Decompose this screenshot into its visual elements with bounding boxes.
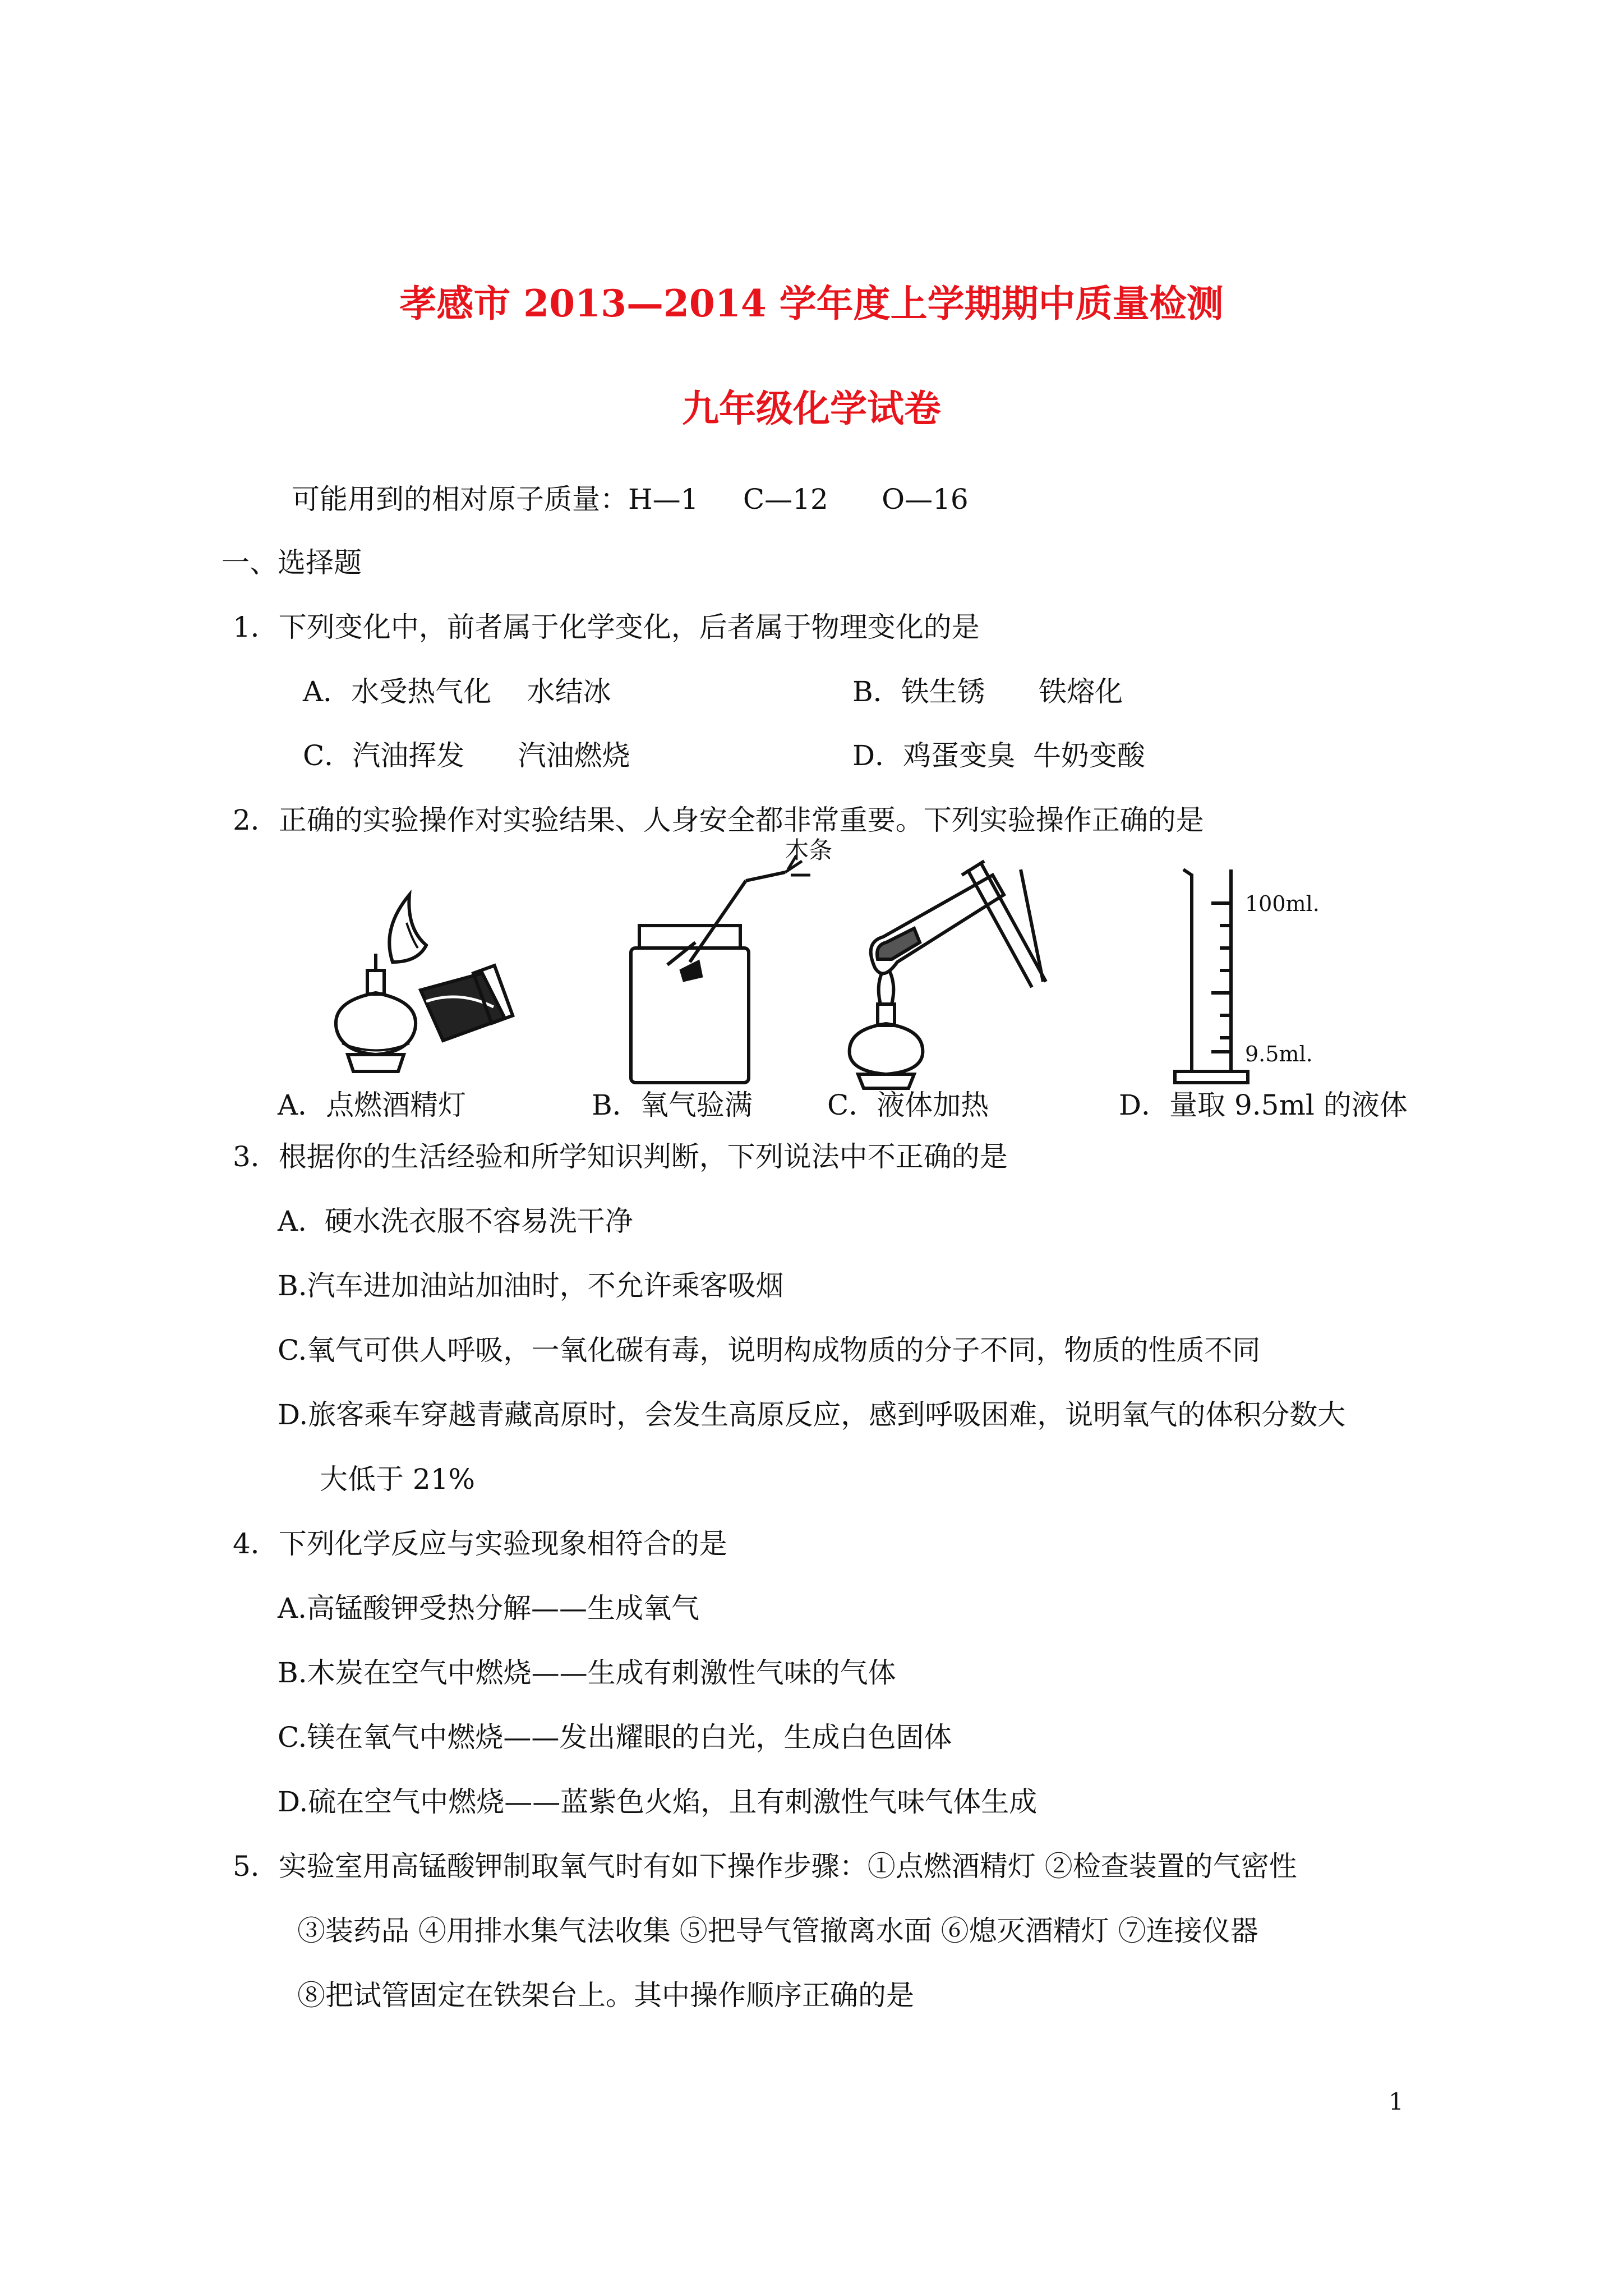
question-5-stem-line-3: ⑧把试管固定在铁架台上。其中操作顺序正确的是 xyxy=(297,1979,914,2012)
question-4-stem: 4．下列化学反应与实验现象相符合的是 xyxy=(233,1527,727,1560)
cylinder-top-label: 100ml. xyxy=(1245,891,1320,916)
question-4-option-c: C.镁在氧气中燃烧——发出耀眼的白光，生成白色固体 xyxy=(278,1721,952,1754)
cylinder-bottom-label: 9.5ml. xyxy=(1245,1042,1313,1066)
question-4-option-b: B.木炭在空气中燃烧——生成有刺激性气味的气体 xyxy=(278,1657,896,1689)
figure-alcohol-lamp-lighting xyxy=(314,861,527,1085)
question-3-option-d-continued: 大低于 21% xyxy=(320,1463,476,1496)
question-5-stem: 5．实验室用高锰酸钾制取氧气时有如下操作步骤：①点燃酒精灯 ②检查装置的气密性 xyxy=(233,1850,1297,1883)
page-number: 1 xyxy=(1389,2088,1404,2115)
question-1-option-d: D．鸡蛋变臭 牛奶变酸 xyxy=(852,739,1145,772)
question-2-option-c: C．液体加热 xyxy=(827,1089,989,1121)
exam-subtitle: 九年级化学试卷 xyxy=(682,386,941,430)
question-2-option-b: B．氧气验满 xyxy=(592,1089,753,1121)
question-3-option-d: D.旅客乘车穿越青藏高原时，会发生高原反应，感到呼吸困难，说明氧气的体积分数大 xyxy=(278,1398,1346,1431)
question-4-option-d: D.硫在空气中燃烧——蓝紫色火焰，且有刺激性气味气体生成 xyxy=(278,1786,1038,1818)
question-1-stem: 1．下列变化中，前者属于化学变化，后者属于物理变化的是 xyxy=(233,611,980,643)
figure-oxygen-test xyxy=(617,836,852,1097)
splint-label: 木条 xyxy=(785,836,833,864)
question-2-option-a: A．点燃酒精灯 xyxy=(278,1089,467,1121)
question-2-stem: 2．正确的实验操作对实验结果、人身安全都非常重要。下列实验操作正确的是 xyxy=(233,804,1204,836)
question-3-option-a: A. 硬水洗衣服不容易洗干净 xyxy=(278,1205,633,1237)
question-1-option-b: B．铁生锈 铁熔化 xyxy=(852,675,1123,708)
question-5-stem-line-2: ③装药品 ④用排水集气法收集 ⑤把导气管撤离水面 ⑥熄灭酒精灯 ⑦连接仪器 xyxy=(297,1915,1258,1947)
question-3-option-b: B.汽车进加油站加油时，不允许乘客吸烟 xyxy=(278,1269,784,1302)
question-3-option-c: C.氧气可供人呼吸，一氧化碳有毒，说明构成物质的分子不同，物质的性质不同 xyxy=(278,1334,1261,1366)
exam-title: 孝感市 2013—2014 学年度上学期期中质量检测 xyxy=(399,282,1224,325)
question-1-option-c: C．汽油挥发 汽油燃烧 xyxy=(303,739,630,772)
figure-liquid-heating xyxy=(830,853,1066,1094)
question-2-option-d: D．量取 9.5ml 的液体 xyxy=(1119,1089,1408,1121)
question-3-stem: 3．根据你的生活经验和所学知识判断，下列说法中不正确的是 xyxy=(233,1140,1008,1173)
atomic-mass-note: 可能用到的相对原子质量：H—1 C—12 O—16 xyxy=(292,483,969,516)
question-4-option-a: A.高锰酸钾受热分解——生成氧气 xyxy=(278,1592,700,1625)
question-1-option-a: A．水受热气化 水结冰 xyxy=(303,675,611,708)
section-heading: 一、选择题 xyxy=(222,546,362,579)
figure-measuring-cylinder xyxy=(1166,858,1346,1094)
